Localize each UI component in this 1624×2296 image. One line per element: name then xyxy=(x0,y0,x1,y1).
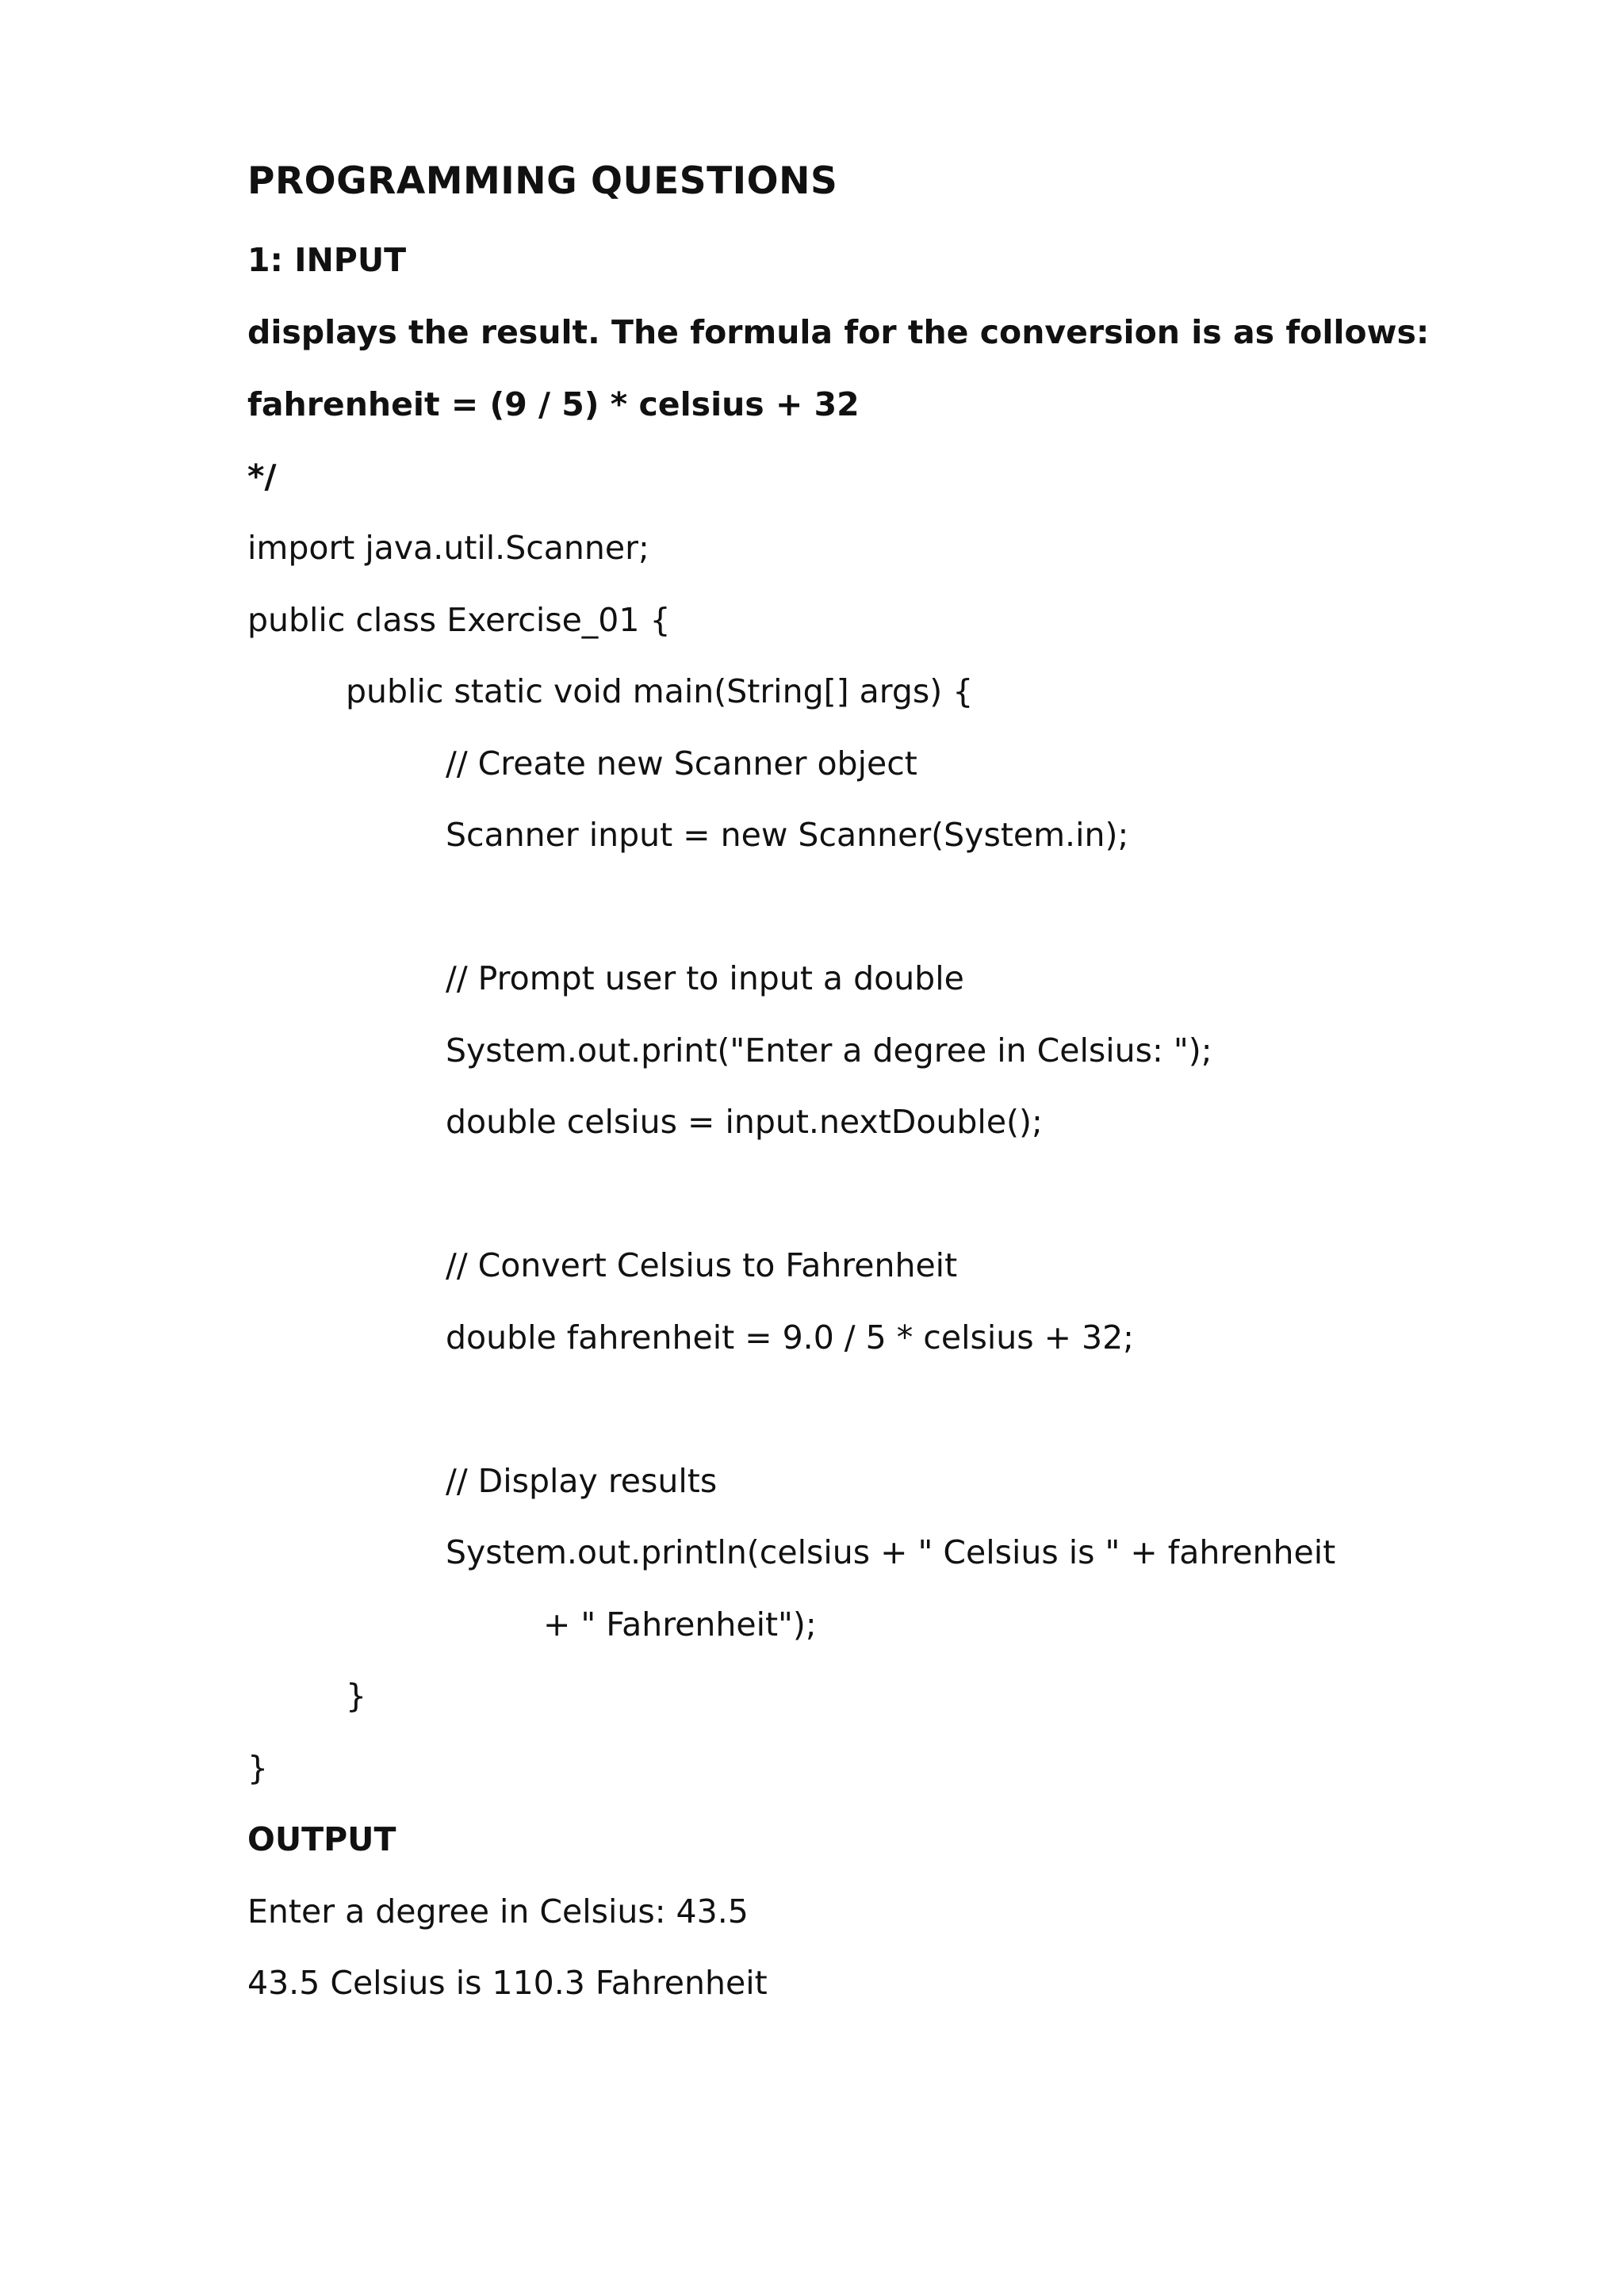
code-main-declaration: public static void main(String[] args) { xyxy=(346,672,974,710)
code-comment-create: // Create new Scanner object xyxy=(446,744,917,783)
code-scanner-declaration: Scanner input = new Scanner(System.in); xyxy=(446,816,1129,854)
code-convert-line: double fahrenheit = 9.0 / 5 * celsius + 32; xyxy=(446,1318,1134,1357)
code-import-line: import java.util.Scanner; xyxy=(247,529,649,567)
output-heading: OUTPUT xyxy=(247,1820,396,1858)
code-comment-display: // Display results xyxy=(446,1462,718,1500)
comment-end-marker: */ xyxy=(247,457,277,496)
conversion-formula: fahrenheit = (9 / 5) * celsius + 32 xyxy=(247,385,860,423)
code-main-close-brace: } xyxy=(346,1677,367,1715)
output-line-prompt: Enter a degree in Celsius: 43.5 xyxy=(247,1892,749,1931)
code-comment-convert: // Convert Celsius to Fahrenheit xyxy=(446,1246,958,1284)
code-class-declaration: public class Exercise_01 { xyxy=(247,601,671,639)
code-comment-prompt: // Prompt user to input a double xyxy=(446,959,964,997)
code-read-double: double celsius = input.nextDouble(); xyxy=(446,1103,1043,1141)
code-println-line-2: + " Fahrenheit"); xyxy=(543,1605,817,1644)
page-title: PROGRAMMING QUESTIONS xyxy=(247,159,838,203)
code-print-prompt: System.out.print("Enter a degree in Celsius: "); xyxy=(446,1031,1212,1070)
question-description: displays the result. The formula for the conversion is as follows: xyxy=(247,313,1430,351)
code-class-close-brace: } xyxy=(247,1749,269,1787)
question-heading: 1: INPUT xyxy=(247,241,407,279)
output-line-result: 43.5 Celsius is 110.3 Fahrenheit xyxy=(247,1964,768,2002)
code-println-line-1: System.out.println(celsius + " Celsius is " + fahrenheit xyxy=(446,1533,1336,1571)
